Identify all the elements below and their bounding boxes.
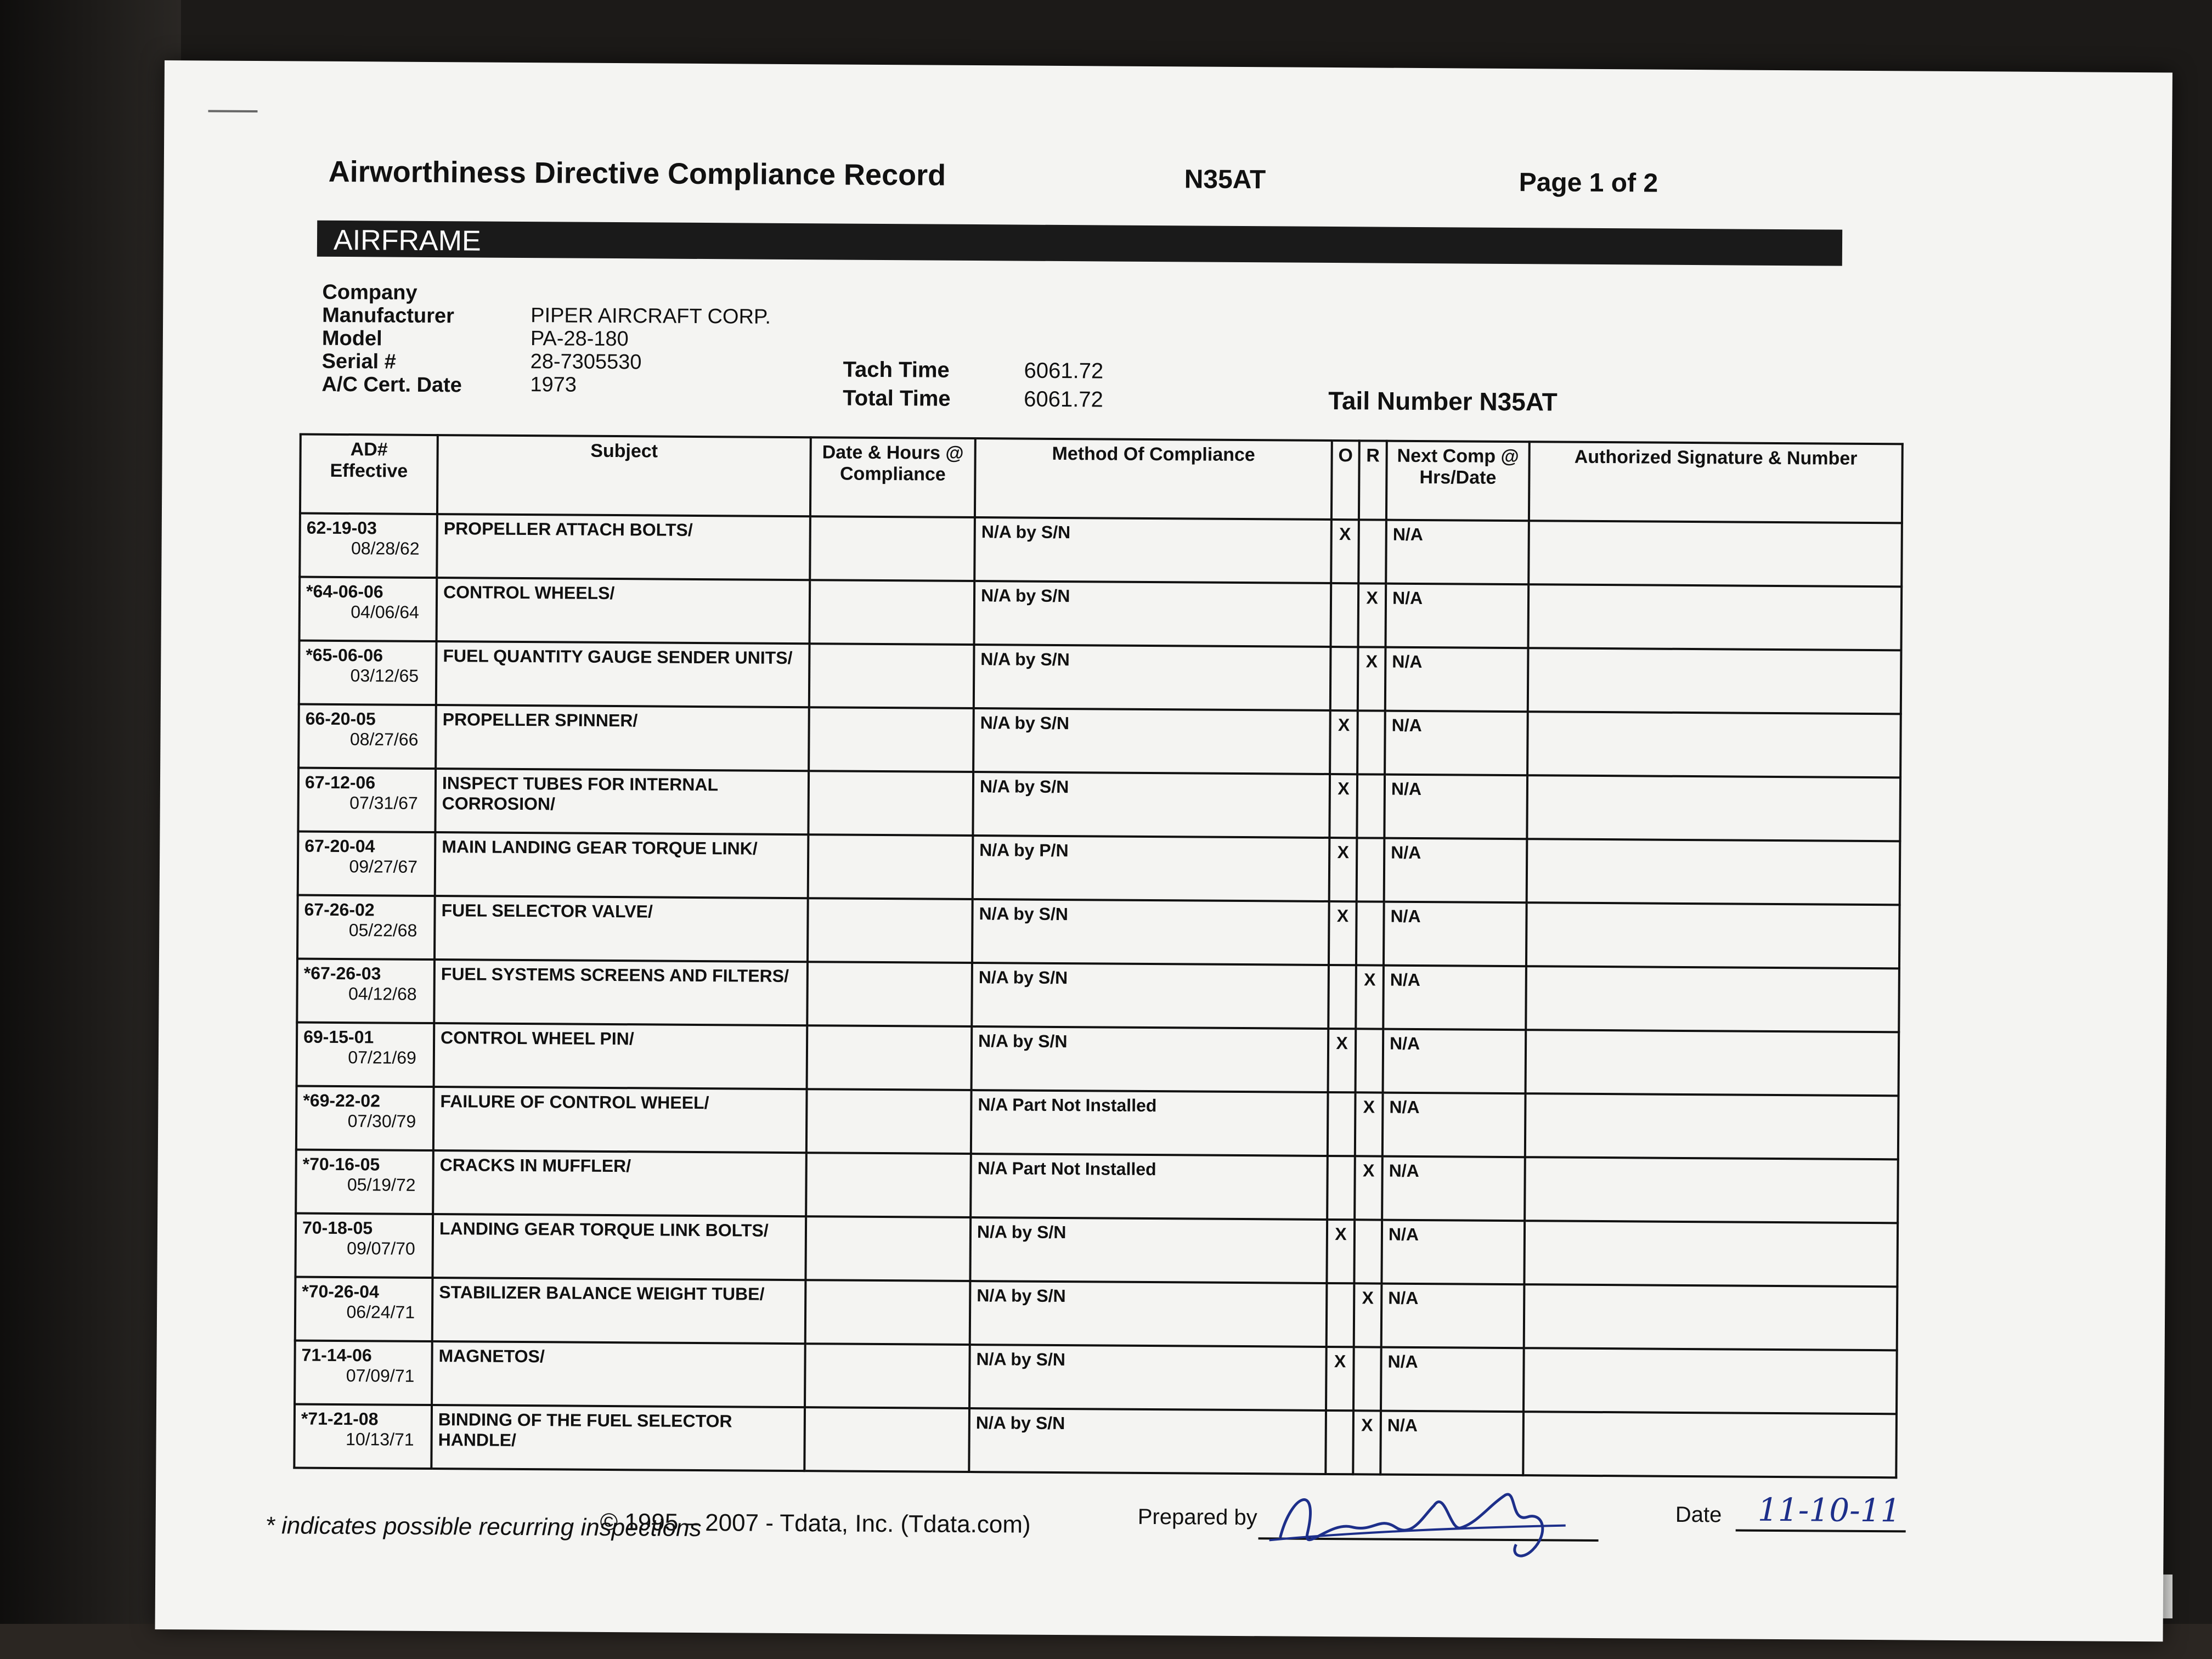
date-hours-cell — [806, 1153, 971, 1217]
subject-cell: FUEL QUANTITY GAUGE SENDER UNITS/ — [436, 641, 810, 707]
header-effective: Effective — [330, 460, 408, 482]
ad-number: 62-19-03 — [306, 517, 377, 538]
method-cell: N/A by S/N — [972, 899, 1329, 965]
o-cell: X — [1329, 774, 1357, 838]
table-row — [296, 1086, 1899, 1160]
subject-cell: INSPECT TUBES FOR INTERNAL CORROSION/ — [435, 769, 809, 834]
date-hours-cell — [805, 1280, 970, 1345]
table-row — [298, 704, 1901, 778]
signature-cell — [1527, 839, 1900, 905]
time-values — [1024, 357, 1103, 414]
ad-effective-date: 06/24/71 — [346, 1302, 415, 1322]
ad-cell — [300, 577, 437, 642]
r-cell — [1356, 1029, 1384, 1092]
ad-effective-date: 07/30/79 — [347, 1111, 416, 1131]
date-hours-cell — [809, 707, 974, 772]
header-ad-effective — [300, 435, 438, 515]
table-row — [297, 1023, 1899, 1096]
subject-cell: STABILIZER BALANCE WEIGHT TUBE/ — [432, 1278, 806, 1344]
header-signature: Authorized Signature & Number — [1529, 442, 1903, 523]
aircraft-labels — [321, 281, 462, 397]
next-comp-cell: N/A — [1384, 902, 1527, 967]
subject-cell: BINDING OF THE FUEL SELECTOR HANDLE/ — [431, 1405, 805, 1471]
signature-cell — [1527, 775, 1900, 841]
date-hours-cell — [808, 771, 973, 836]
date-hours-cell — [808, 834, 973, 899]
signature-cell — [1524, 1221, 1898, 1286]
o-cell — [1328, 1092, 1356, 1156]
date-hours-cell — [807, 1025, 972, 1090]
method-cell: N/A by S/N — [973, 708, 1330, 774]
manufacturer-value: PIPER AIRCRAFT CORP. — [531, 304, 771, 329]
r-cell: X — [1356, 965, 1384, 1029]
table-row — [295, 1277, 1898, 1350]
serial-label: Serial # — [321, 349, 396, 374]
method-cell: N/A by S/N — [970, 1281, 1327, 1347]
subject-cell: PROPELLER ATTACH BOLTS/ — [437, 514, 810, 580]
date-hours-cell — [808, 898, 973, 963]
next-comp-cell: N/A — [1381, 1220, 1525, 1285]
date-hours-cell — [805, 1344, 970, 1408]
signature-cell — [1526, 966, 1899, 1032]
aircraft-values — [530, 304, 771, 398]
copyright-text: © 1995 – 2007 - Tdata, Inc. (Tdata.com) — [600, 1508, 1031, 1538]
ad-cell — [295, 1277, 433, 1341]
desk-background — [0, 0, 181, 1659]
subject-cell: MAIN LANDING GEAR TORQUE LINK/ — [435, 832, 809, 898]
ad-effective-date: 05/19/72 — [347, 1175, 416, 1195]
time-labels — [843, 356, 951, 413]
r-cell — [1357, 774, 1385, 838]
signature-cell — [1528, 521, 1902, 586]
o-cell: X — [1327, 1220, 1355, 1283]
ad-number: 67-20-04 — [304, 836, 375, 856]
page-indicator: Page 1 of 2 — [1519, 168, 1658, 198]
o-cell — [1325, 1410, 1353, 1474]
signature-cell — [1524, 1284, 1898, 1350]
company-label: Company — [322, 280, 417, 304]
method-cell: N/A by S/N — [972, 1026, 1329, 1092]
ad-cell — [297, 895, 435, 960]
method-cell: N/A by S/N — [972, 963, 1329, 1029]
ad-cell — [299, 641, 437, 706]
o-cell: X — [1329, 838, 1357, 901]
document-page — [155, 60, 2172, 1641]
handwritten-signature — [1269, 1471, 1577, 1572]
header-ad: AD# — [350, 439, 388, 460]
model-value: PA-28-180 — [530, 327, 629, 351]
recurring-note: * indicates possible recurring inspections — [265, 1512, 702, 1542]
subject-cell: FUEL SYSTEMS SCREENS AND FILTERS/ — [434, 960, 808, 1025]
r-cell: X — [1353, 1410, 1381, 1474]
method-cell: N/A by P/N — [973, 836, 1330, 901]
ad-cell — [294, 1404, 432, 1469]
ad-cell — [296, 1086, 434, 1151]
method-cell: N/A by S/N — [969, 1345, 1327, 1410]
ad-number: 71-14-06 — [301, 1345, 372, 1365]
subject-cell: CRACKS IN MUFFLER/ — [433, 1150, 806, 1216]
next-comp-cell: N/A — [1384, 775, 1527, 839]
r-cell: X — [1355, 1156, 1383, 1220]
ad-cell — [296, 1150, 433, 1215]
ad-effective-date: 07/09/71 — [346, 1365, 415, 1386]
ad-effective-date: 04/12/68 — [348, 984, 417, 1004]
o-cell: X — [1330, 710, 1358, 774]
o-cell: X — [1329, 901, 1357, 965]
subject-cell: FUEL SELECTOR VALVE/ — [435, 896, 808, 962]
subject-cell: PROPELLER SPINNER/ — [436, 705, 809, 771]
page-mark — [208, 110, 257, 112]
signature-cell — [1526, 1030, 1899, 1096]
ad-number: *69-22-02 — [303, 1090, 381, 1111]
r-cell — [1356, 901, 1384, 965]
ad-effective-date: 09/07/70 — [347, 1238, 415, 1259]
table-row — [296, 1150, 1898, 1223]
ad-number: *71-21-08 — [301, 1408, 379, 1429]
header-o: O — [1331, 441, 1359, 520]
header-date-hours: Date & Hours @ Compliance — [810, 437, 975, 517]
date-hours-cell — [807, 962, 972, 1026]
prepared-by-label: Prepared by — [1137, 1504, 1257, 1530]
signature-cell — [1525, 1157, 1898, 1223]
header-r: R — [1359, 441, 1387, 520]
ad-cell — [298, 768, 436, 833]
ad-effective-date: 04/06/64 — [351, 602, 419, 622]
header-next: Next Comp @ Hrs/Date — [1386, 441, 1530, 521]
r-cell — [1357, 710, 1385, 774]
table-row — [300, 577, 1902, 651]
method-cell: N/A by S/N — [969, 1408, 1326, 1474]
ad-number: 69-15-01 — [303, 1026, 374, 1047]
next-comp-cell: N/A — [1383, 1093, 1526, 1158]
next-comp-cell: N/A — [1381, 1347, 1524, 1412]
tail-number-value: N35AT — [1479, 387, 1558, 416]
signature-cell — [1526, 902, 1900, 968]
next-comp-cell: N/A — [1384, 838, 1527, 903]
date-line — [1736, 1530, 1906, 1533]
date-hours-cell — [810, 516, 975, 581]
date-label: Date — [1675, 1502, 1722, 1527]
signature-cell — [1523, 1348, 1897, 1414]
serial-value: 28-7305530 — [530, 350, 642, 374]
model-label: Model — [321, 326, 382, 351]
tail-number-label: Tail Number — [1328, 386, 1472, 416]
table-row — [295, 1214, 1898, 1287]
r-cell: X — [1355, 1092, 1383, 1156]
signature-cell — [1528, 648, 1901, 714]
section-banner — [317, 221, 1842, 266]
ad-cell — [298, 704, 436, 769]
r-cell — [1353, 1347, 1381, 1410]
ad-cell — [295, 1214, 433, 1278]
r-cell: X — [1358, 583, 1386, 647]
tach-time-label: Tach Time — [843, 357, 950, 382]
r-cell — [1357, 838, 1385, 901]
method-cell: N/A by S/N — [973, 772, 1330, 838]
subject-cell: CONTROL WHEELS/ — [437, 578, 810, 644]
ad-effective-date: 03/12/65 — [350, 665, 419, 686]
ad-number: *64-06-06 — [306, 581, 383, 602]
table-row — [298, 832, 1900, 905]
ad-number: 66-20-05 — [305, 708, 376, 729]
date-hours-cell — [804, 1407, 969, 1472]
table-row — [300, 514, 1902, 587]
ad-compliance-table — [293, 433, 1903, 1479]
ad-effective-date: 07/31/67 — [349, 793, 418, 813]
ad-number: *67-26-03 — [303, 963, 381, 984]
next-comp-cell: N/A — [1385, 711, 1528, 776]
ad-number: 70-18-05 — [302, 1217, 373, 1238]
table-body — [294, 514, 1902, 1478]
method-cell: N/A by S/N — [970, 1217, 1327, 1283]
table-row — [299, 641, 1901, 714]
next-comp-cell: N/A — [1383, 966, 1526, 1030]
section-title: AIRFRAME — [333, 224, 481, 257]
method-cell: N/A Part Not Installed — [970, 1154, 1328, 1220]
ad-cell — [297, 959, 435, 1024]
r-cell: X — [1358, 647, 1386, 710]
date-hours-cell — [806, 1089, 972, 1154]
handwritten-date: 11-10-11 — [1757, 1491, 1901, 1530]
o-cell — [1327, 1283, 1355, 1347]
date-hours-cell — [810, 580, 975, 645]
ad-effective-date: 08/27/66 — [349, 729, 419, 749]
table-row — [298, 768, 1900, 842]
o-cell — [1328, 965, 1356, 1029]
r-cell — [1354, 1220, 1382, 1283]
method-cell: N/A by S/N — [974, 581, 1331, 647]
tail-number-block — [1328, 386, 1558, 417]
signature-cell — [1528, 584, 1902, 650]
method-cell: N/A by S/N — [974, 517, 1331, 583]
method-cell: N/A Part Not Installed — [971, 1090, 1328, 1156]
tach-time-value: 6061.72 — [1024, 358, 1104, 383]
subject-cell: LANDING GEAR TORQUE LINK BOLTS/ — [432, 1214, 806, 1280]
table-row — [294, 1404, 1897, 1477]
total-time-label: Total Time — [843, 386, 951, 411]
ad-effective-date: 09/27/67 — [349, 856, 418, 877]
table-row — [295, 1340, 1897, 1414]
signature-cell — [1523, 1412, 1897, 1477]
subject-cell: MAGNETOS/ — [432, 1341, 805, 1407]
ad-cell — [295, 1340, 432, 1405]
next-comp-cell: N/A — [1380, 1411, 1523, 1476]
ad-cell — [300, 514, 437, 578]
table-row — [297, 959, 1899, 1032]
ad-number: 67-26-02 — [304, 899, 375, 920]
next-comp-cell: N/A — [1386, 520, 1529, 585]
subject-cell: FAILURE OF CONTROL WHEEL/ — [433, 1087, 807, 1153]
ad-number: *70-26-04 — [302, 1281, 379, 1302]
date-hours-cell — [809, 644, 974, 708]
header-method: Method Of Compliance — [975, 438, 1332, 520]
r-cell — [1358, 520, 1386, 583]
header-subject: Subject — [437, 435, 811, 516]
ad-effective-date: 05/22/68 — [348, 920, 417, 940]
signature-cell — [1525, 1093, 1899, 1159]
cert-date-label: A/C Cert. Date — [321, 373, 462, 397]
r-cell: X — [1354, 1283, 1382, 1347]
ad-number: *65-06-06 — [306, 645, 383, 665]
ad-effective-date: 10/13/71 — [345, 1429, 414, 1449]
ad-number: 67-12-06 — [304, 772, 376, 793]
header-tail-number: N35AT — [1184, 165, 1266, 195]
cert-date-value: 1973 — [530, 373, 577, 397]
ad-effective-date: 08/28/62 — [351, 538, 420, 558]
o-cell — [1327, 1156, 1355, 1220]
signature-cell — [1527, 712, 1901, 777]
document-title: Airworthiness Directive Compliance Record — [328, 155, 946, 192]
next-comp-cell: N/A — [1386, 584, 1529, 648]
table-row — [297, 895, 1900, 969]
table-header-row — [300, 435, 1903, 523]
next-comp-cell: N/A — [1383, 1029, 1526, 1094]
o-cell: X — [1326, 1347, 1354, 1410]
subject-cell: CONTROL WHEEL PIN/ — [434, 1023, 808, 1089]
method-cell: N/A by S/N — [974, 645, 1331, 710]
ad-cell — [298, 832, 436, 896]
total-time-value: 6061.72 — [1024, 387, 1103, 412]
ad-cell — [297, 1023, 435, 1087]
o-cell: X — [1331, 520, 1359, 583]
next-comp-cell: N/A — [1385, 647, 1528, 712]
o-cell: X — [1328, 1029, 1356, 1092]
o-cell — [1330, 647, 1358, 710]
next-comp-cell: N/A — [1381, 1284, 1525, 1348]
next-comp-cell: N/A — [1382, 1156, 1525, 1221]
manufacturer-label: Manufacturer — [322, 303, 455, 328]
ad-number: *70-16-05 — [302, 1154, 380, 1175]
date-hours-cell — [805, 1216, 970, 1281]
o-cell — [1331, 583, 1359, 647]
ad-effective-date: 07/21/69 — [348, 1047, 417, 1068]
